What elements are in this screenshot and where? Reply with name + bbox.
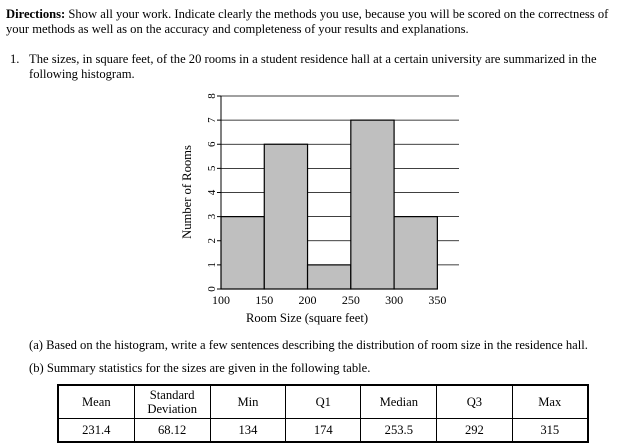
y-tick-label-3: 3	[205, 213, 218, 220]
x-tick-label-100: 100	[212, 293, 230, 307]
x-tick-label-300: 300	[385, 293, 404, 307]
header-mean: Mean	[58, 385, 134, 419]
part-a-text: (a) Based on the histogram, write a few sentences describing the distribution of room size in the residence hall.	[29, 338, 588, 352]
part-b-text: (b) Summary statistics for the sizes are given in the following table.	[29, 361, 371, 375]
x-tick-label-250: 250	[341, 293, 360, 307]
value-q1: 174	[286, 419, 361, 443]
question-number: 1.	[10, 52, 20, 66]
y-axis-label: Number of Rooms	[180, 145, 194, 239]
x-tick-label-200: 200	[298, 293, 317, 307]
x-tick-label-350: 350	[428, 293, 447, 307]
y-tick-label-7: 7	[205, 117, 218, 123]
header-standard-deviation	[134, 385, 210, 419]
value-mean: 231.4	[58, 419, 134, 443]
table-value-row	[58, 419, 588, 443]
y-tick-label-5: 5	[205, 165, 218, 172]
y-tick-label-6: 6	[205, 141, 218, 147]
x-tick-labels	[212, 293, 446, 307]
value-median: 253.5	[361, 419, 437, 443]
value-q3: 292	[437, 419, 512, 443]
value-standard-deviation: 68.12	[134, 419, 210, 443]
value-min: 134	[210, 419, 285, 443]
value-max: 315	[512, 419, 588, 443]
header-min: Min	[210, 385, 285, 419]
histogram-bar-150-200	[264, 144, 307, 289]
y-tick-label-4: 4	[205, 189, 218, 196]
header-sd-line2: Deviation	[147, 402, 198, 416]
table-header-row	[58, 385, 588, 419]
histogram-bar-200-250	[308, 265, 351, 289]
x-tick-label-150: 150	[255, 293, 274, 307]
histogram-bar-100-150	[221, 217, 264, 289]
summary-statistics-table	[57, 384, 589, 443]
y-tick-label-0: 0	[205, 286, 218, 292]
y-tick-label-1: 1	[205, 262, 218, 268]
y-tick-label-2: 2	[205, 238, 218, 244]
header-q1: Q1	[286, 385, 361, 419]
histogram-bar-300-350	[394, 217, 437, 289]
header-sd-line1: Standard	[149, 388, 195, 402]
question-text: The sizes, in square feet, of the 20 rooms in a student residence hall at a certain university are summarized in the following histogram.	[29, 52, 597, 81]
directions-text: Show all your work. Indicate clearly the methods you use, because you will be scored on the correctness of your methods as well as on the accuracy and completeness of your results and explanations.	[6, 7, 609, 36]
histogram-bars	[221, 120, 437, 289]
histogram-bar-250-300	[351, 120, 394, 289]
y-tick-labels	[206, 93, 218, 292]
y-tick-label-8: 8	[205, 93, 218, 99]
directions-label: Directions:	[6, 7, 66, 21]
header-median: Median	[361, 385, 437, 419]
header-max: Max	[512, 385, 588, 419]
x-axis-label: Room Size (square feet)	[245, 311, 369, 325]
header-q3: Q3	[437, 385, 512, 419]
